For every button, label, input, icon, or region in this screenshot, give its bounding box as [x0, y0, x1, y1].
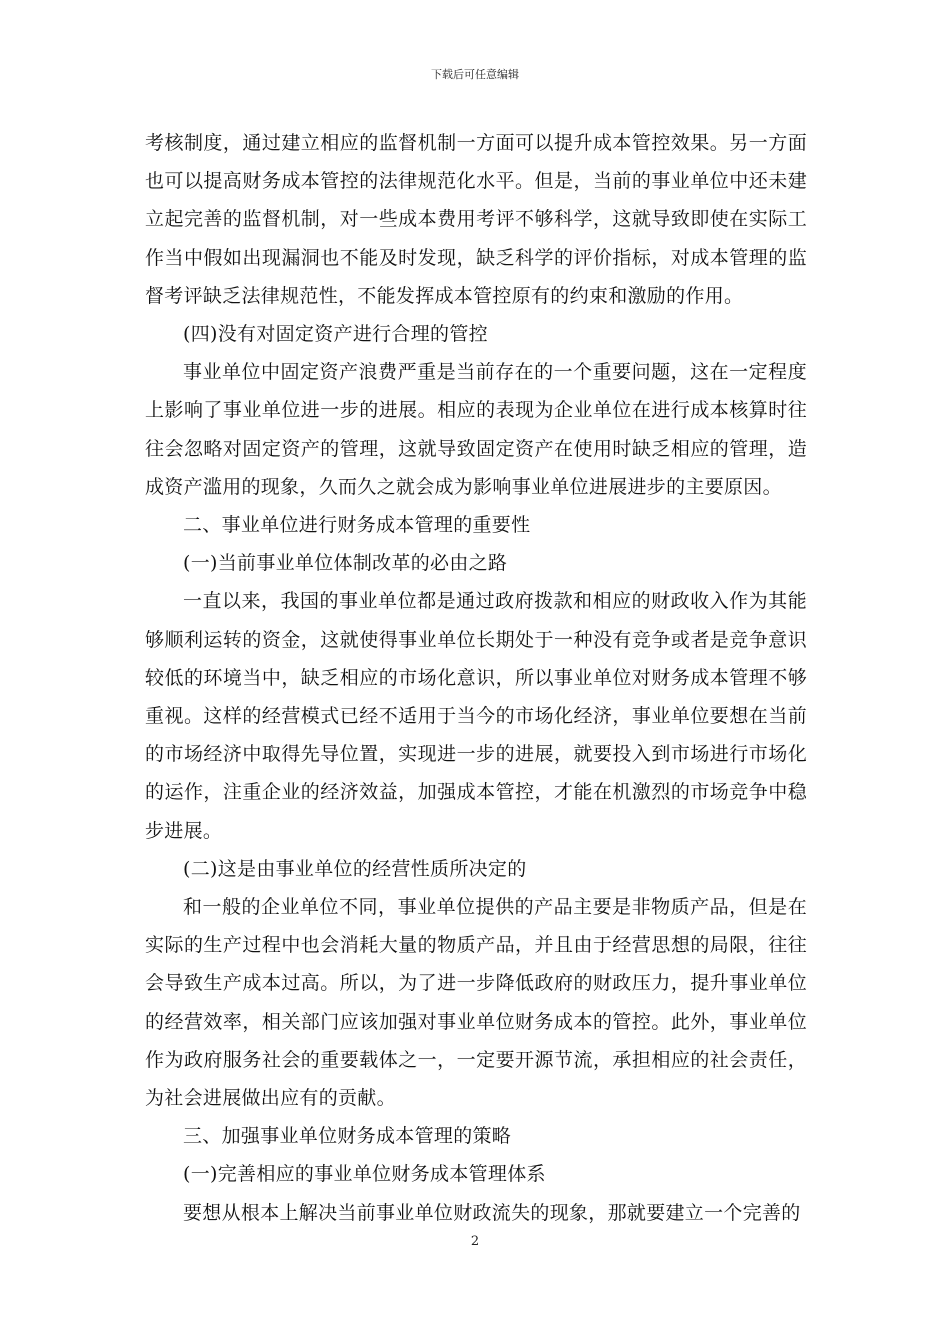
- document-body: [145, 124, 807, 1232]
- section-heading-2: (二)这是由事业单位的经营性质所决定的: [183, 857, 527, 880]
- paragraph-2: 事业单位中固定资产浪费严重是当前存在的一个重要问题，这在一定程度上影响了事业单位进一步的进展。相应的表现为企业单位在进行成本核算时往往会忽略对固定资产的管理，这就导致固定资产在使用时缺乏相应的管理，造成资产滥用的现象，久而久之就会成为影响事业单位进展进步的主要原因。: [145, 361, 807, 498]
- section-heading-1b: (一)完善相应的事业单位财务成本管理体系: [183, 1163, 546, 1186]
- page-number: 2: [470, 1234, 480, 1249]
- paragraph-3: 一直以来，我国的事业单位都是通过政府拨款和相应的财政收入作为其能够顺利运转的资金，这就使得事业单位长期处于一种没有竞争或者是竞争意识较低的环境当中，缺乏相应的市场化意识，所以事业单位对财务成本管理不够重视。这样的经营模式已经不适用于当今的市场化经济，事业单位要想在当前的市场经济中取得先导位置，实现进一步的进展，就要投入到市场进行市场化的运作，注重企业的经济效益，加强成本管控，才能在机激烈的市场竞争中稳步进展。: [145, 590, 807, 842]
- page-header: 下载后可任意编辑: [431, 68, 519, 81]
- paragraph-1: 考核制度，通过建立相应的监督机制一方面可以提升成本管控效果。另一方面也可以提高财务成本管控的法律规范化水平。但是，当前的事业单位中还未建立起完善的监督机制，对一些成本费用考评不够科学，这就导致即使在实际工作当中假如出现漏洞也不能及时发现，缺乏科学的评价指标，对成本管理的监督考评缺乏法律规范性，不能发挥成本管控原有的约束和激励的作用。: [145, 132, 807, 307]
- paragraph-4: 和一般的企业单位不同，事业单位提供的产品主要是非物质产品，但是在实际的生产过程中也会消耗大量的物质产品，并且由于经营思想的局限，往往会导致生产成本过高。所以，为了进一步降低政府的财政压力，提升事业单位的经营效率，相关部门应该加强对事业单位财务成本的管控。此外，事业单位作为政府服务社会的重要载体之一，一定要开源节流，承担相应的社会责任，为社会进展做出应有的贡献。: [145, 896, 807, 1110]
- chapter-heading-2: 二、事业单位进行财务成本管理的重要性: [183, 514, 531, 537]
- paragraph-5: 要想从根本上解决当前事业单位财政流失的现象，那就要建立一个完善的: [183, 1201, 801, 1224]
- section-heading-4: (四)没有对固定资产进行合理的管控: [183, 323, 488, 346]
- section-heading-1: (一)当前事业单位体制改革的必由之路: [183, 552, 508, 575]
- chapter-heading-3: 三、加强事业单位财务成本管理的策略: [183, 1125, 512, 1148]
